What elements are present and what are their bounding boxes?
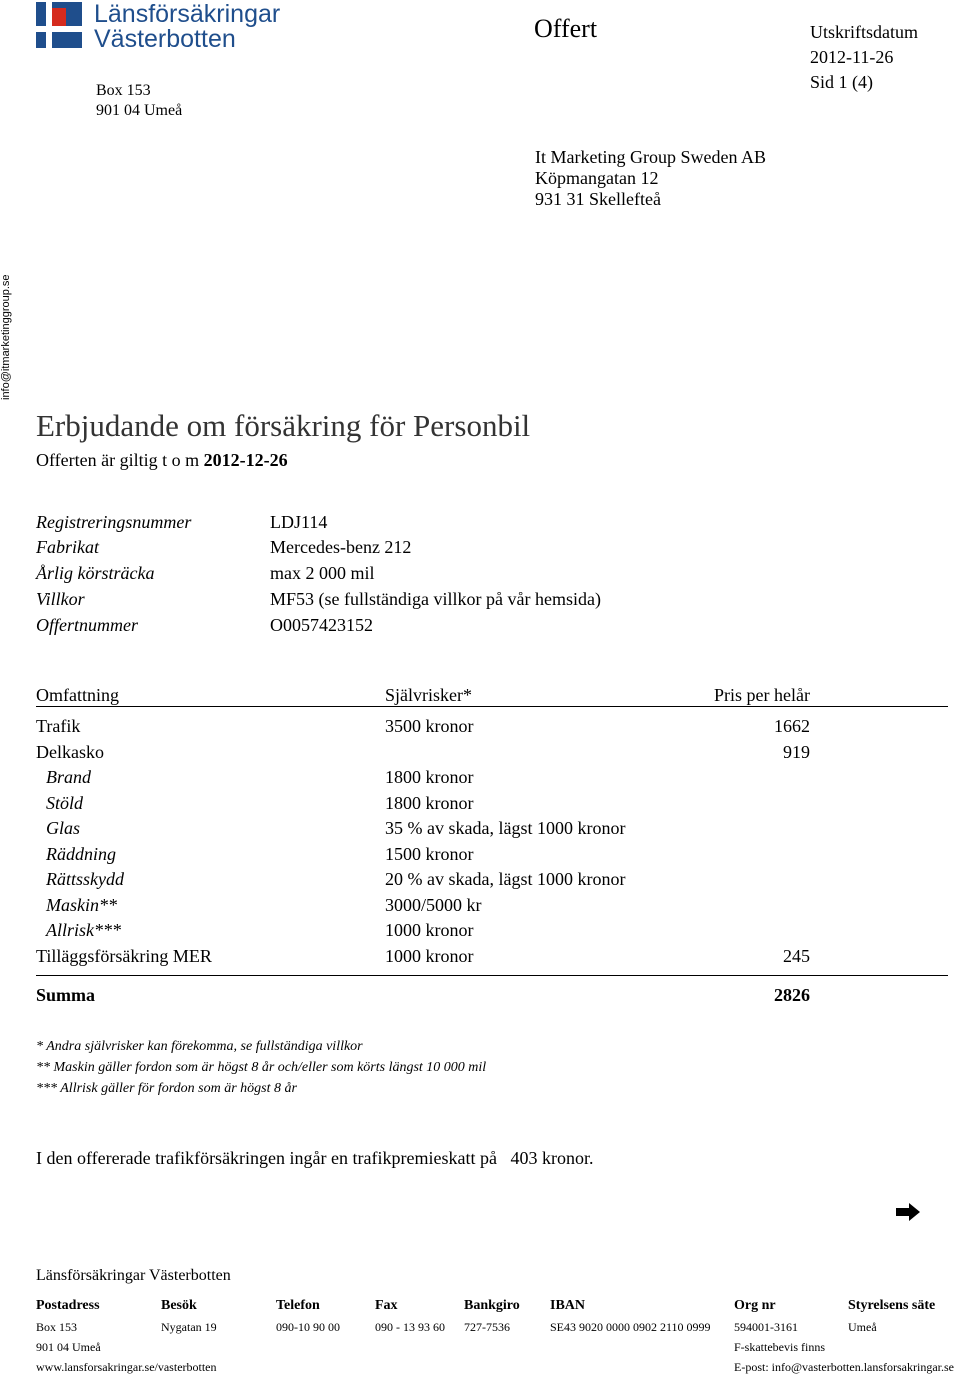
footer-iban: SE43 9020 0000 0902 2110 0999 [550,1320,711,1334]
col-header-scope: Omfattning [36,685,119,705]
detail-value-make: Mercedes-benz 212 [270,537,412,557]
col-header-price: Pris per helår [714,685,810,705]
sender-city: 901 04 Umeå [96,102,183,119]
detail-label-terms: Villkor [36,589,85,609]
detail-label-offer-number: Offertnummer [36,615,138,635]
print-date-label: Utskriftsdatum [810,22,918,42]
footer-board-seat: Umeå [848,1320,877,1334]
table-row-scope: Trafik [36,716,81,736]
footnote-3: *** Allrisk gäller för fordon som är högst 8 år [36,1081,297,1096]
detail-label-make: Fabrikat [36,537,99,557]
sum-value: 2826 [774,985,810,1005]
side-email: info@itmarketinggroup.se [0,274,12,400]
footer-website-link[interactable]: www.lansforsakringar.se/vasterbotten [36,1360,217,1374]
table-row-deductible: 35 % av skada, lägst 1000 kronor [385,818,626,838]
validity-line [36,450,288,471]
table-row-scope: Stöld [46,793,84,813]
page-info: Sid 1 (4) [810,72,873,92]
footer-header-visit: Besök [161,1298,197,1313]
table-row-price: 245 [783,946,810,966]
table-row-deductible: 20 % av skada, lägst 1000 kronor [385,869,626,889]
footer-phone: 090-10 90 00 [276,1320,340,1334]
print-date: 2012-11-26 [810,47,894,67]
detail-value-reg: LDJ114 [270,512,328,532]
arrow-right-icon [896,1203,920,1221]
table-row-deductible: 1000 kronor [385,920,474,940]
detail-label-mileage: Årlig körsträcka [36,563,155,583]
table-row-scope: Maskin** [46,895,117,915]
sum-rule [36,975,948,976]
detail-value-terms: MF53 (se fullständiga villkor på vår hemsida) [270,589,601,609]
detail-value-mileage: max 2 000 mil [270,563,375,583]
table-row-scope: Räddning [46,844,116,864]
table-row-scope: Delkasko [36,742,104,762]
footer-bankgiro: 727-7536 [464,1320,510,1334]
tax-note: I den offererade trafikförsäkringen ingår en trafikpremieskatt på 403 kronor. [36,1148,594,1168]
footer-postal-box: Box 153 [36,1320,78,1334]
table-row-scope: Brand [46,767,91,787]
recipient-street: Köpmangatan 12 [535,168,659,188]
footer-header-board-seat: Styrelsens säte [848,1298,936,1313]
detail-value-offer-number: O0057423152 [270,615,373,635]
page-title: Erbjudande om försäkring för Personbil [36,408,531,443]
footnote-1: * Andra självrisker kan förekomma, se fullständiga villkor [36,1039,363,1054]
table-row-deductible: 3000/5000 kr [385,895,482,915]
footer-header-bankgiro: Bankgiro [464,1298,520,1313]
table-row-scope: Glas [46,818,81,838]
table-row-price: 919 [783,742,810,762]
footer-postal-city: 901 04 Umeå [36,1340,101,1354]
footer-visit-address: Nygatan 19 [161,1320,217,1334]
table-row-deductible: 1500 kronor [385,844,474,864]
footer-header-postal: Postadress [36,1298,100,1313]
logo-mark-icon [36,2,82,48]
table-row-scope: Tilläggsförsäkring MER [36,946,212,966]
sum-label: Summa [36,985,96,1005]
footer-company: Länsförsäkringar Västerbotten [36,1267,231,1284]
sender-box: Box 153 [96,82,151,99]
footer-header-orgnr: Org nr [734,1298,776,1313]
table-row-deductible: 1800 kronor [385,793,474,813]
table-row-deductible: 3500 kronor [385,716,474,736]
detail-label-reg: Registreringsnummer [36,512,192,532]
footer-header-fax: Fax [375,1298,398,1313]
recipient-name: It Marketing Group Sweden AB [535,147,766,167]
footer-fax: 090 - 13 93 60 [375,1320,445,1334]
table-row-scope: Rättsskydd [46,869,124,889]
validity-date: 2012-12-26 [203,450,288,470]
footer-email-link[interactable]: E-post: info@vasterbotten.lansforsakringar.se [734,1360,954,1374]
table-row-deductible: 1800 kronor [385,767,474,787]
footer-header-phone: Telefon [276,1298,320,1313]
logo-text-line2: Västerbotten [94,25,236,53]
table-row-price: 1662 [774,716,810,736]
col-header-deductible: Självrisker* [385,685,472,705]
validity-prefix: Offerten är giltig t o m [36,450,200,470]
recipient-city: 931 31 Skellefteå [535,189,661,209]
footer-header-iban: IBAN [550,1298,586,1313]
footer-orgnr: 594001-3161 [734,1320,798,1334]
document-type: Offert [534,14,598,43]
footnote-2: ** Maskin gäller fordon som är högst 8 år och/eller som körts längst 10 000 mil [36,1060,487,1075]
footer-ftax: F-skattebevis finns [734,1340,825,1354]
table-row-scope: Allrisk*** [46,920,121,940]
header-rule [36,706,948,707]
table-row-deductible: 1000 kronor [385,946,474,966]
logo-text-line1: Länsförsäkringar [94,0,281,28]
